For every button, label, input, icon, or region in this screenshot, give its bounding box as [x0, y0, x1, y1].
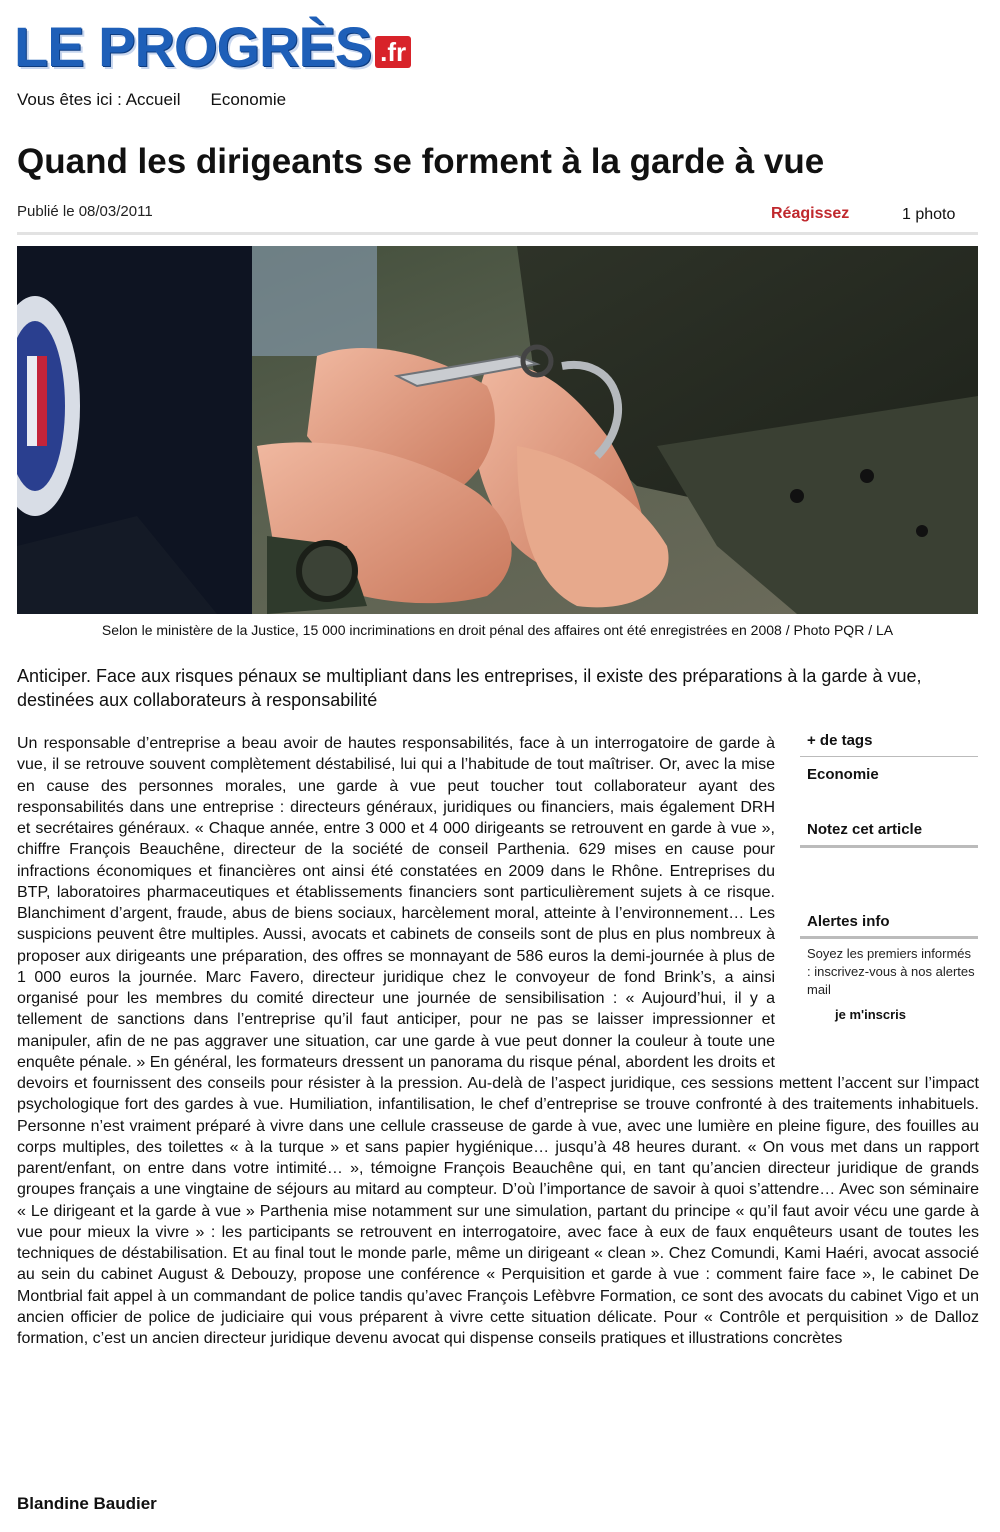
article-lead: Anticiper. Face aux risques pénaux se multipliant dans les entreprises, il existe des préparations à la garde à vue, destinées aux collaborateurs à responsabilité — [17, 666, 922, 710]
article-author: Blandine Baudier — [17, 1494, 157, 1513]
breadcrumb-prefix: Vous êtes ici : — [17, 90, 122, 109]
article-body-text: Un responsable d’entreprise a beau avoir de hautes responsabilités, face à un interrogatoire de garde à vue, il se retrouve souvent complètement déstabilisé, lui qui a l’habitude de tout maîtriser. Or, avec la mise en cause des personnes morales, une garde à vue peut toucher tout collaborateur ayant des responsabilités dans une entreprise : directeurs généraux, juridiques ou financiers, mais également DRH et secrétaires généraux. « Chaque année, entre 3 000 et 4 000 dirigeants se retrouvent en garde à vue », chiffre François Beauchêne, directeur de la société de conseil Parthenia. 629 mises en cause pour infractions économiques et financières ont ainsi été constatées en 2009 dans le Rhône. Entreprises du BTP, laboratoires pharmaceutiques et établissements financiers sont particulièrement sujets à ce risque. Blanchiment d’argent, fraude, abus de biens sociaux, harcèlement moral, atteinte à l’environnement… Les suspicions peuvent être multiples. Aussi, avocats et cabinets de conseils sont de plus en plus nombreux à proposer aux dirigeants une préparation, des offres se monnayant de 586 euros la demi-journée à plus de 1 000 euros la journée. Marc Favero, directeur juridique chez le convoyeur de fond Brink’s, a ainsi organisé pour les membres du comité directeur une journée de sensibilisation : « Aujourd’hui, il y a tellement de sanctions dans l’entreprise qu’il faut anticiper, pour ne pas se laisser impressionner et manipuler, afin de ne pas aggraver une situation, car une garde à vue peut donner la couleur à toute une enquête pénale. » En général, les formateurs dressent un panorama du risque pénal, abordent les droits et devoirs et fournissent des conseils pour résister à la pression. Au-delà de l’aspect juridique, ces sessions mettent l’accent sur l’impact psychologique fort des gardes à vue. Humiliation, infantilisation, le chef d’entreprise se trouve confronté à des traitements inhabituels. Personne n’est vraiment préparé à vivre dans une cellule crasseuse de garde à vue, avec une lumière en pleine figure, des fouilles au corps multiples, des toilettes « à la turque » et sans papier hygiénique… jusqu’à 48 heures durant. « On vous met dans un rapport parent/enfant, on entre dans votre intimité… », témoigne François Beauchêne qui, en tant qu’ancien directeur juridique de grands groupes français a une vingtaine de séjours au mitard au compteur. D’où l’importance de savoir à quoi s’attendre… Avec son séminaire « Le dirigeant et la garde à vue » Parthenia mise notamment sur une simulation, partant du principe « qu’il faut avoir vécu une garde à vue pour mieux la vivre » : les participants se retrouvent en interrogatoire, avec face à eux de faux enquêteurs usant de toutes les techniques de déstabilisation. Et au final tout le monde parle, même un dirigeant « clean ». Chez Comundi, Kami Haéri, avocat associé au sein du cabinet August & Debouzy, propose une conférence « Perquisition et garde à vue : comment faire face », le cabinet De Montbrial fait appel à un commandant de police tandis qu’avec François Lefèbvre Formation, ce sont des avocats du cabinet Vigo et un ancien officier de police de judiciaire qui vous préparent à vivre cette situation délicate. Pour « Contrôle et perquisition » de Dalloz formation, c’est un ancien directeur juridique devenu avocat qui dispense conseils pratiques et illustrations concrètes — [17, 735, 979, 1347]
breadcrumb — [17, 90, 286, 110]
alerts-signup-link[interactable]: je m'inscris — [835, 1007, 907, 1022]
more-tags-heading[interactable]: + de tags — [800, 728, 978, 757]
alerts-heading: Alertes info — [800, 908, 978, 939]
alerts-description: Soyez les premiers informés : inscrivez-vous à nos alertes mail — [807, 946, 975, 997]
react-link[interactable]: Réagissez — [771, 205, 850, 222]
publish-date: Publié le 08/03/2011 — [17, 203, 153, 220]
article-title: Quand les dirigeants se forment à la garde à vue — [17, 142, 825, 181]
photo-caption: Selon le ministère de la Justice, 15 000 incriminations en droit pénal des affaires ont été enregistrées en 2008 / Photo PQR / LA — [101, 622, 894, 638]
rate-article-heading[interactable]: Notez cet article — [800, 816, 978, 848]
sidebar — [800, 728, 978, 1022]
article-meta — [17, 200, 978, 235]
breadcrumb-economie-link[interactable]: Economie — [210, 90, 287, 109]
photo-count-link[interactable]: 1 photo — [902, 206, 956, 223]
handcuff-photo-illustration — [17, 246, 978, 614]
logo-text: LE PROGRÈS — [14, 15, 372, 78]
site-logo[interactable] — [14, 14, 411, 80]
logo-suffix: .fr — [375, 36, 411, 68]
breadcrumb-home-link[interactable]: Accueil — [125, 90, 181, 109]
tag-economie-link[interactable]: Economie — [807, 766, 879, 783]
article-photo[interactable] — [17, 246, 978, 614]
